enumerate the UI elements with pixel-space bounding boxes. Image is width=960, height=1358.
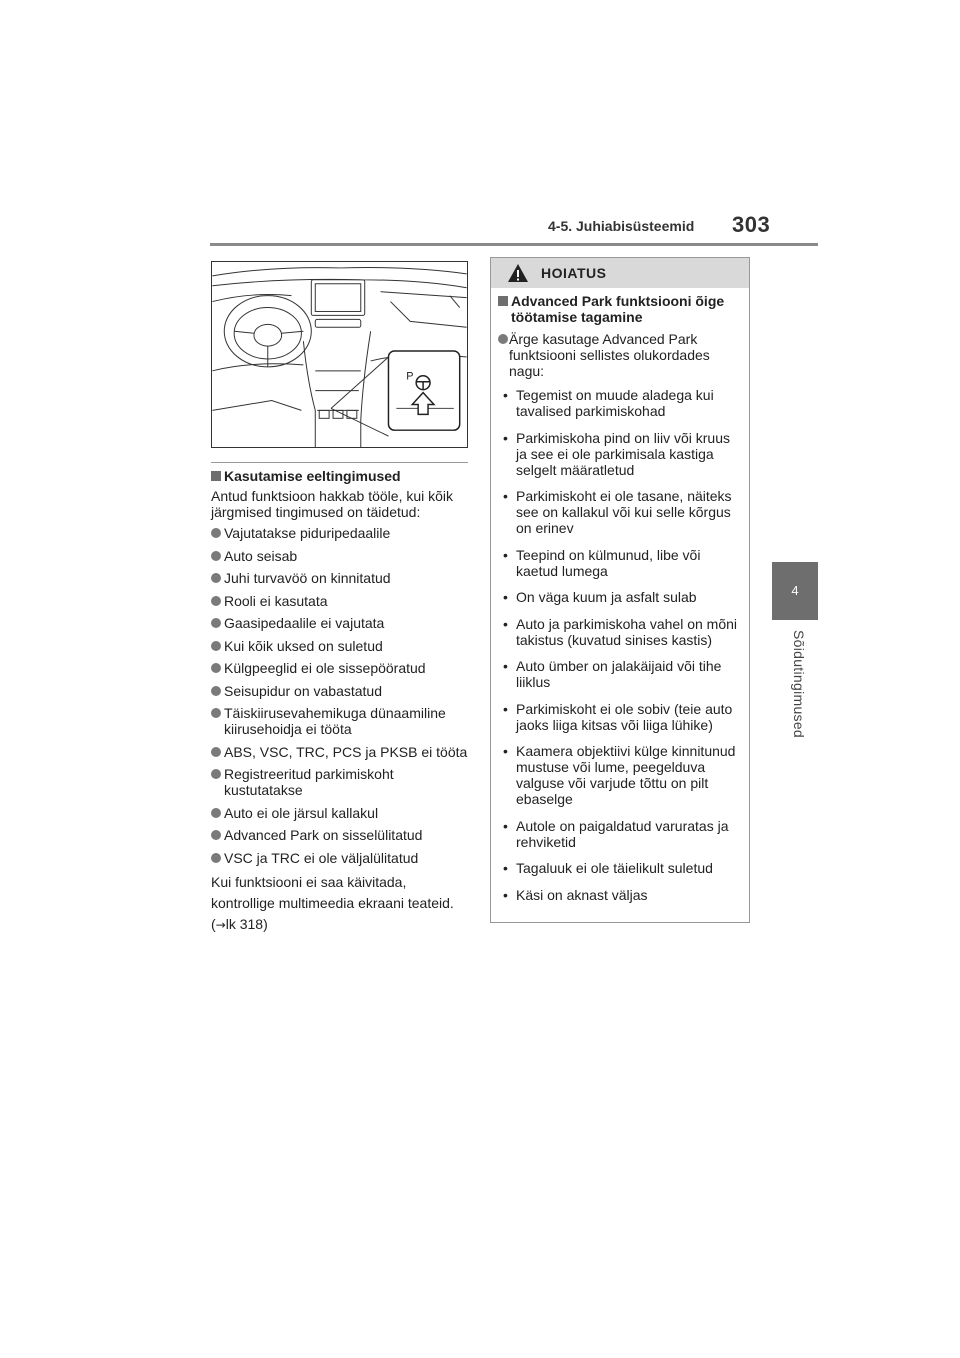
list-item: ABS, VSC, TRC, PCS ja PKSB ei tööta [211,744,468,760]
header-rule [210,243,818,246]
list-item: Registreeritud parkimiskoht kustutatakse [211,766,468,798]
warning-section-title: Advanced Park funktsiooni õige töötamise tagamine [498,293,741,325]
list-item: • Teepind on külmunud, libe või kaetud lumega [498,547,741,579]
bullet-dot-icon [211,596,221,606]
callout-lines [331,357,388,436]
list-item: Auto ei ole järsul kallakul [211,805,468,821]
bullet-dot-icon [211,528,221,538]
warning-body [491,288,749,903]
bullet-dot-icon [211,808,221,818]
chapter-label: Sõidutingimused [791,630,807,739]
bullet-dot-icon [211,663,221,673]
bullet-dot-icon [211,641,221,651]
bullet-dot-icon [498,334,508,344]
list-item: Advanced Park on sisselülitatud [211,827,468,843]
list-item: • Autole on paigaldatud varuratas ja rehviketid [498,818,741,850]
page-number: 303 [732,212,771,237]
list-item: Külgpeeglid ei ole sissepööratud [211,660,468,676]
park-button-zoom [388,351,459,430]
list-item: • On väga kuum ja asfalt sulab [498,589,741,605]
arrow-right-icon: → [215,918,226,932]
list-item: • Parkimiskoht ei ole sobiv (teie auto jaoks liiga kitsas või liiga lühike) [498,701,741,733]
list-item: Täiskiirusevahemikuga dünaamiline kiirusehoidja ei tööta [211,705,468,737]
warning-box [490,257,750,923]
outro-line-2: kontrollige multimeedia ekraani teateid. [211,895,454,911]
list-item: • Käsi on aknast väljas [498,887,741,903]
list-item: Gaasipedaalile ei vajutata [211,615,468,631]
list-item: • Kaamera objektiivi külge kinnitunud mustuse või lume, peegelduva valguse või varjude tõttu on pilt ebaselge [498,743,741,807]
list-item: • Parkimiskoht ei ole tasane, näiteks see on kallakul või kui selle kõrgus on erinev [498,488,741,536]
list-item: Juhi turvavöö on kinnitatud [211,570,468,586]
list-item: Vajutatakse piduripedaalile [211,525,468,541]
list-item: • Auto ümber on jalakäijaid või tihe liiklus [498,658,741,690]
list-item: • Tagaluuk ei ole täielikult suletud [498,860,741,876]
list-item: Seisupidur on vabastatud [211,683,468,699]
dashboard-illustration [211,261,468,448]
list-item: Auto seisab [211,548,468,564]
list-item: • Auto ja parkimiskoha vahel on mõni takistus (kuvatud sinises kastis) [498,616,741,648]
section-divider [211,462,468,463]
park-button-letter: P [406,370,414,383]
bullet-dot-icon [211,618,221,628]
outro-line-1: Kui funktsiooni ei saa käivitada, [211,874,407,890]
dashboard-drawing [212,262,467,447]
warning-list [498,387,741,903]
bullet-dot-icon [211,747,221,757]
warning-header [491,258,749,288]
page-header [0,0,960,250]
list-item: Rooli ei kasutata [211,593,468,609]
bullet-dot-icon [211,769,221,779]
bullet-dot-icon [211,551,221,561]
square-bullet-icon [498,296,508,306]
bullet-dot-icon [211,830,221,840]
list-item: • Parkimiskoha pind on liiv või kruus ja see ei ole parkimisala kastiga selgelt määratletud [498,430,741,478]
page-reference-link[interactable]: lk 318) [225,916,268,932]
warning-triangle-icon [507,263,529,283]
preconditions-section [211,462,468,936]
bullet-dot-icon [211,708,221,718]
bullet-dot-icon [211,686,221,696]
chapter-tab: 4 [772,562,818,620]
section-title: Kasutamise eeltingimused [211,467,468,485]
page-reference: (→lk 318) [211,916,268,932]
bullet-dot-icon [211,573,221,583]
list-item: Kui kõik uksed on suletud [211,638,468,654]
bullet-dot-icon [211,853,221,863]
warning-intro: Ärge kasutage Advanced Park funktsiooni sellistes olukordades nagu: [498,331,741,379]
list-item: VSC ja TRC ei ole väljalülitatud [211,850,468,866]
intro-text: Antud funktsioon hakkab tööle, kui kõik järgmised tingimused on täidetud: [211,488,454,520]
section-header: 4-5. Juhiabisüsteemid [548,218,695,234]
conditions-list [211,525,468,866]
warning-title: HOIATUS [541,265,607,281]
square-bullet-icon [211,471,221,481]
list-item: • Tegemist on muude aladega kui tavalised parkimiskohad [498,387,741,419]
